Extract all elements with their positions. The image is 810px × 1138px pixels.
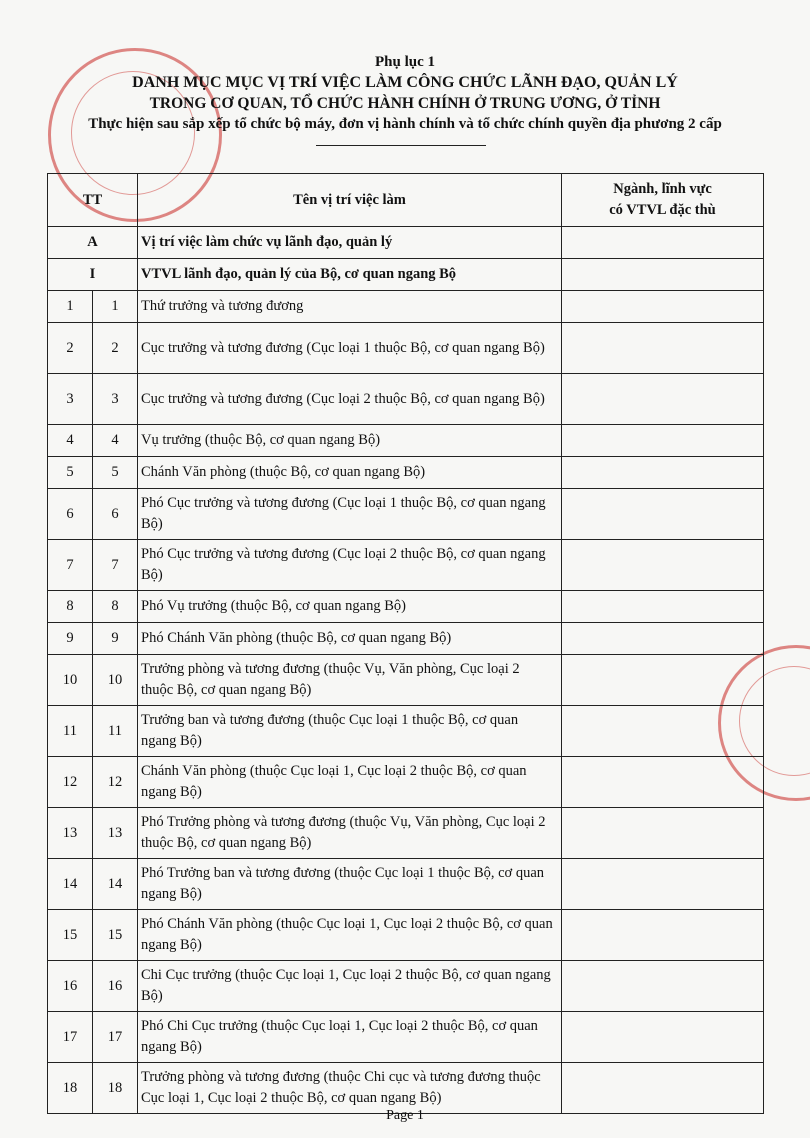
row-sub-number: 11	[93, 706, 138, 757]
row-sub-number: 5	[93, 457, 138, 489]
row-number: 13	[48, 808, 93, 859]
row-sub-number: 9	[93, 623, 138, 655]
row-sub-number: 4	[93, 425, 138, 457]
row-number: 8	[48, 591, 93, 623]
header-divider	[316, 145, 486, 146]
position-name: Phó Chánh Văn phòng (thuộc Bộ, cơ quan ngang Bộ)	[138, 623, 562, 655]
table-row	[48, 591, 764, 623]
document-header	[0, 52, 810, 134]
table-row	[48, 757, 764, 808]
row-number: 11	[48, 706, 93, 757]
appendix-label: Phụ lục 1	[374, 54, 435, 70]
table-row	[48, 808, 764, 859]
field-cell	[562, 655, 764, 706]
row-sub-number: 15	[93, 910, 138, 961]
table-row	[48, 961, 764, 1012]
field-cell	[562, 457, 764, 489]
position-name: Trưởng phòng và tương đương (thuộc Chi cục và tương đương thuộc Cục loại 1, Cục loại 2 thuộc Bộ, cơ quan ngang Bộ)	[138, 1063, 562, 1114]
position-name: Cục trưởng và tương đương (Cục loại 2 thuộc Bộ, cơ quan ngang Bộ)	[138, 374, 562, 425]
table-row	[48, 859, 764, 910]
row-sub-number: 6	[93, 489, 138, 540]
field-cell	[562, 489, 764, 540]
position-name: Phó Cục trưởng và tương đương (Cục loại 1 thuộc Bộ, cơ quan ngang Bộ)	[138, 489, 562, 540]
row-number: 6	[48, 489, 93, 540]
row-sub-number: 3	[93, 374, 138, 425]
position-name: Phó Chánh Văn phòng (thuộc Cục loại 1, Cục loại 2 thuộc Bộ, cơ quan ngang Bộ)	[138, 910, 562, 961]
row-number: 17	[48, 1012, 93, 1063]
section-label: Vị trí việc làm chức vụ lãnh đạo, quản lý	[138, 227, 562, 259]
position-name: Cục trưởng và tương đương (Cục loại 1 thuộc Bộ, cơ quan ngang Bộ)	[138, 323, 562, 374]
row-number: 5	[48, 457, 93, 489]
field-cell	[562, 591, 764, 623]
row-sub-number: 12	[93, 757, 138, 808]
position-name: Phó Trưởng phòng và tương đương (thuộc Vụ, Văn phòng, Cục loại 2 thuộc Bộ, cơ quan ngang Bộ)	[138, 808, 562, 859]
field-cell	[562, 374, 764, 425]
row-number: 3	[48, 374, 93, 425]
position-name: Chi Cục trưởng (thuộc Cục loại 1, Cục loại 2 thuộc Bộ, cơ quan ngang Bộ)	[138, 961, 562, 1012]
row-number: 9	[48, 623, 93, 655]
field-cell	[562, 540, 764, 591]
section-code: A	[48, 227, 138, 259]
position-name: Phó Chi Cục trưởng (thuộc Cục loại 1, Cục loại 2 thuộc Bộ, cơ quan ngang Bộ)	[138, 1012, 562, 1063]
position-name: Thứ trưởng và tương đương	[138, 291, 562, 323]
field-cell	[562, 1063, 764, 1114]
row-number: 4	[48, 425, 93, 457]
row-sub-number: 2	[93, 323, 138, 374]
table-row	[48, 374, 764, 425]
row-sub-number: 10	[93, 655, 138, 706]
header-tt: TT	[48, 174, 138, 227]
table-row	[48, 291, 764, 323]
row-number: 14	[48, 859, 93, 910]
position-table	[47, 173, 764, 1114]
table-row	[48, 655, 764, 706]
row-sub-number: 1	[93, 291, 138, 323]
position-name: Phó Trưởng ban và tương đương (thuộc Cục loại 1 thuộc Bộ, cơ quan ngang Bộ)	[138, 859, 562, 910]
row-number: 16	[48, 961, 93, 1012]
table-row	[48, 1063, 764, 1114]
field-cell	[562, 808, 764, 859]
row-number: 2	[48, 323, 93, 374]
row-sub-number: 18	[93, 1063, 138, 1114]
position-name: Chánh Văn phòng (thuộc Cục loại 1, Cục loại 2 thuộc Bộ, cơ quan ngang Bộ)	[138, 757, 562, 808]
row-number: 18	[48, 1063, 93, 1114]
row-number: 1	[48, 291, 93, 323]
field-cell	[562, 1012, 764, 1063]
row-sub-number: 17	[93, 1012, 138, 1063]
section-row-a	[48, 227, 764, 259]
table-row	[48, 425, 764, 457]
position-name: Vụ trưởng (thuộc Bộ, cơ quan ngang Bộ)	[138, 425, 562, 457]
document-title-line2: TRONG CƠ QUAN, TỔ CHỨC HÀNH CHÍNH Ở TRUNG ƯƠNG, Ở TỈNH	[149, 95, 661, 112]
table-row	[48, 910, 764, 961]
table-header-row	[48, 174, 764, 227]
field-cell	[562, 910, 764, 961]
position-name: Trưởng ban và tương đương (thuộc Cục loại 1 thuộc Bộ, cơ quan ngang Bộ)	[138, 706, 562, 757]
table-row	[48, 489, 764, 540]
header-position-name: Tên vị trí việc làm	[138, 174, 562, 227]
field-cell	[562, 961, 764, 1012]
position-name: Trưởng phòng và tương đương (thuộc Vụ, Văn phòng, Cục loại 2 thuộc Bộ, cơ quan ngang Bộ)	[138, 655, 562, 706]
row-sub-number: 7	[93, 540, 138, 591]
document-title-line1: DANH MỤC MỤC VỊ TRÍ VIỆC LÀM CÔNG CHỨC LÃNH ĐẠO, QUẢN LÝ	[132, 74, 678, 91]
row-number: 10	[48, 655, 93, 706]
field-cell	[562, 706, 764, 757]
row-sub-number: 8	[93, 591, 138, 623]
position-name: Phó Vụ trưởng (thuộc Bộ, cơ quan ngang Bộ)	[138, 591, 562, 623]
table-row	[48, 706, 764, 757]
row-number: 7	[48, 540, 93, 591]
section-row-i	[48, 259, 764, 291]
table-row	[48, 540, 764, 591]
field-cell	[562, 291, 764, 323]
row-sub-number: 13	[93, 808, 138, 859]
row-number: 12	[48, 757, 93, 808]
field-cell	[562, 227, 764, 259]
field-cell	[562, 259, 764, 291]
row-sub-number: 16	[93, 961, 138, 1012]
section-label: VTVL lãnh đạo, quản lý của Bộ, cơ quan ngang Bộ	[138, 259, 562, 291]
row-sub-number: 14	[93, 859, 138, 910]
section-code: I	[48, 259, 138, 291]
table-row	[48, 1012, 764, 1063]
document-subtitle: Thực hiện sau sắp xếp tổ chức bộ máy, đơn vị hành chính và tổ chức chính quyền địa phương 2 cấp	[88, 116, 722, 132]
field-cell	[562, 425, 764, 457]
field-cell	[562, 323, 764, 374]
table-row	[48, 323, 764, 374]
header-field: Ngành, lĩnh vực có VTVL đặc thù	[562, 174, 764, 227]
row-number: 15	[48, 910, 93, 961]
field-cell	[562, 623, 764, 655]
position-name: Phó Cục trưởng và tương đương (Cục loại 2 thuộc Bộ, cơ quan ngang Bộ)	[138, 540, 562, 591]
field-cell	[562, 859, 764, 910]
field-cell	[562, 757, 764, 808]
table-row	[48, 457, 764, 489]
position-name: Chánh Văn phòng (thuộc Bộ, cơ quan ngang Bộ)	[138, 457, 562, 489]
table-row	[48, 623, 764, 655]
page-number: Page 1	[386, 1108, 424, 1123]
